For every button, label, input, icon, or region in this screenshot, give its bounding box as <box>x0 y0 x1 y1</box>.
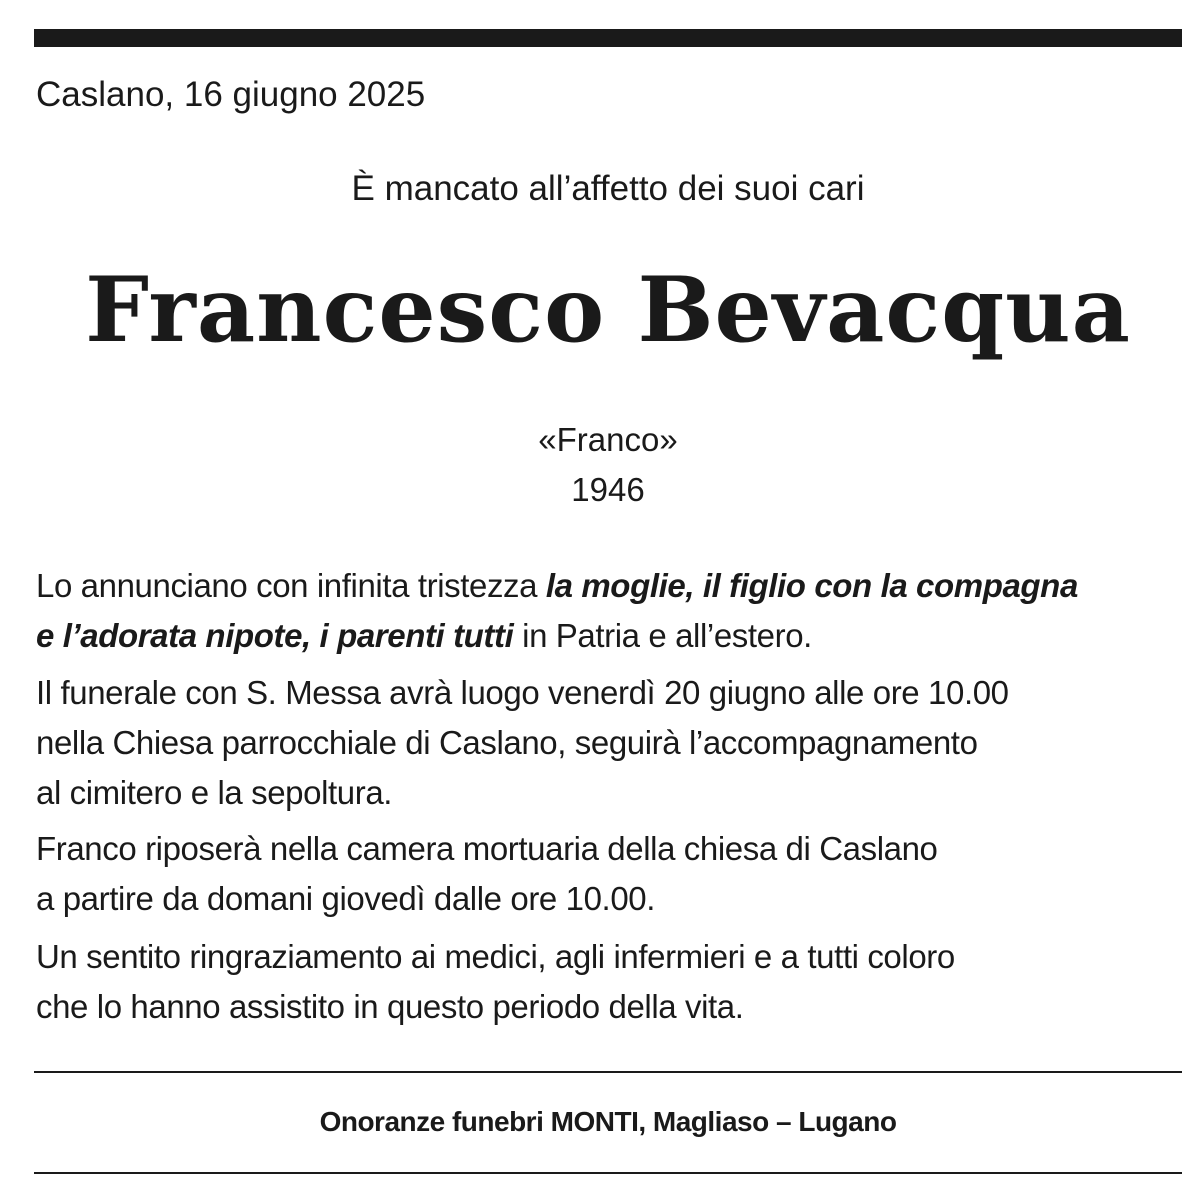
viewing-line-1: Franco riposerà nella camera mortuaria della chiesa di Caslano <box>36 830 938 867</box>
announcement-line-1 <box>36 561 1186 611</box>
deceased-nickname: «Franco» <box>538 421 678 458</box>
thanks-line-2: che lo hanno assistito in questo periodo della vita. <box>36 988 744 1025</box>
footer-bottom-rule <box>34 1172 1182 1174</box>
announcement-paragraph <box>36 561 1186 661</box>
announcement-line-2 <box>36 611 1186 661</box>
funeral-home-credit: Onoranze funebri MONTI, Magliaso – Lugano <box>319 1106 897 1137</box>
birth-year: 1946 <box>571 471 645 508</box>
announcement-text-2: in Patria e all’estero. <box>513 617 812 654</box>
top-rule <box>34 29 1182 47</box>
footer-top-rule <box>34 1071 1182 1073</box>
announcement-text: Lo annunciano con infinita tristezza <box>36 567 546 604</box>
funeral-line-1: Il funerale con S. Messa avrà luogo venerdì 20 giugno alle ore 10.00 <box>36 674 1009 711</box>
thanks-line-1: Un sentito ringraziamento ai medici, agli infermieri e a tutti coloro <box>36 938 955 975</box>
viewing-paragraph <box>36 824 1186 924</box>
funeral-paragraph <box>36 668 1186 818</box>
announcement-family-emphasis: la moglie, il figlio con la compagna <box>545 567 1078 604</box>
place-date: Caslano, 16 giugno 2025 <box>36 75 426 114</box>
announcement-family-emphasis-2: e l’adorata nipote, i parenti tutti <box>36 617 514 654</box>
intro-text: È mancato all’affetto dei suoi cari <box>351 169 865 208</box>
funeral-line-3: al cimitero e la sepoltura. <box>36 774 393 811</box>
deceased-name: Francesco Bevacqua <box>85 257 1131 363</box>
viewing-line-2: a partire da domani giovedì dalle ore 10.00. <box>36 880 655 917</box>
thanks-paragraph <box>36 932 1186 1032</box>
funeral-line-2: nella Chiesa parrocchiale di Caslano, seguirà l’accompagnamento <box>36 724 978 761</box>
